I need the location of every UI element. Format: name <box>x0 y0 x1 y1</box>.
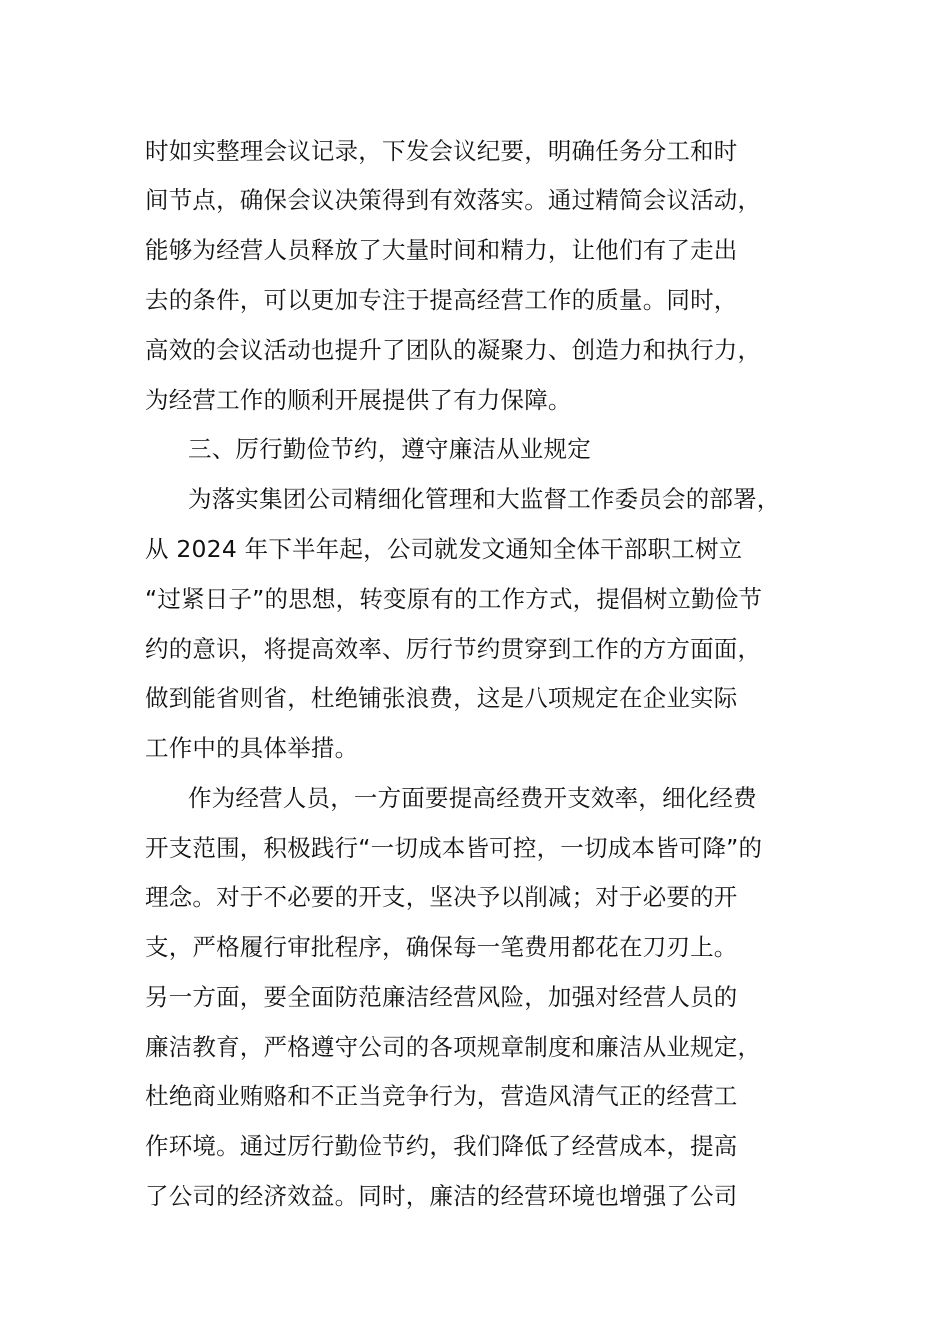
text-line: 为落实集团公司精细化管理和大监督工作委员会的部署， <box>188 485 781 513</box>
text-line: 从 2024 年下半年起，公司就发文通知全体干部职工树立 <box>145 535 743 563</box>
text-line: “过紧日子”的思想，转变原有的工作方式，提倡树立勤俭节 <box>145 585 763 613</box>
text-line: 作为经营人员，一方面要提高经费开支效率，细化经费 <box>188 784 757 812</box>
text-line: 约的意识，将提高效率、厉行节约贯穿到工作的方方面面， <box>145 635 762 663</box>
text-line: 了公司的经济效益。同时，廉洁的经营环境也增强了公司 <box>145 1182 738 1210</box>
text-line: 工作中的具体举措。 <box>145 734 359 762</box>
text-line: 高效的会议活动也提升了团队的凝聚力、创造力和执行力， <box>145 336 762 364</box>
text-line: 开支范围，积极践行“一切成本皆可控，一切成本皆可降”的 <box>145 834 763 862</box>
text-line: 去的条件，可以更加专注于提高经营工作的质量。同时， <box>145 286 738 314</box>
text-line: 另一方面，要全面防范廉洁经营风险，加强对经营人员的 <box>145 983 738 1011</box>
text-line: 支，严格履行审批程序，确保每一笔费用都花在刀刃上。 <box>145 933 738 961</box>
text-line: 能够为经营人员释放了大量时间和精力，让他们有了走出 <box>145 236 738 264</box>
text-line: 为经营工作的顺利开展提供了有力保障。 <box>145 386 572 414</box>
text-line: 廉洁教育，严格遵守公司的各项规章制度和廉洁从业规定， <box>145 1033 762 1061</box>
text-line: 时如实整理会议记录，下发会议纪要，明确任务分工和时 <box>145 137 738 165</box>
text-line: 做到能省则省，杜绝铺张浪费，这是八项规定在企业实际 <box>145 684 738 712</box>
text-line: 间节点，确保会议决策得到有效落实。通过精简会议活动， <box>145 186 762 214</box>
text-line: 理念。对于不必要的开支，坚决予以削减；对于必要的开 <box>145 883 738 911</box>
text-line: 作环境。通过厉行勤俭节约，我们降低了经营成本，提高 <box>145 1132 738 1160</box>
section-heading: 三、厉行勤俭节约，遵守廉洁从业规定 <box>188 435 591 463</box>
text-line: 杜绝商业贿赂和不正当竞争行为，营造风清气正的经营工 <box>145 1082 738 1110</box>
